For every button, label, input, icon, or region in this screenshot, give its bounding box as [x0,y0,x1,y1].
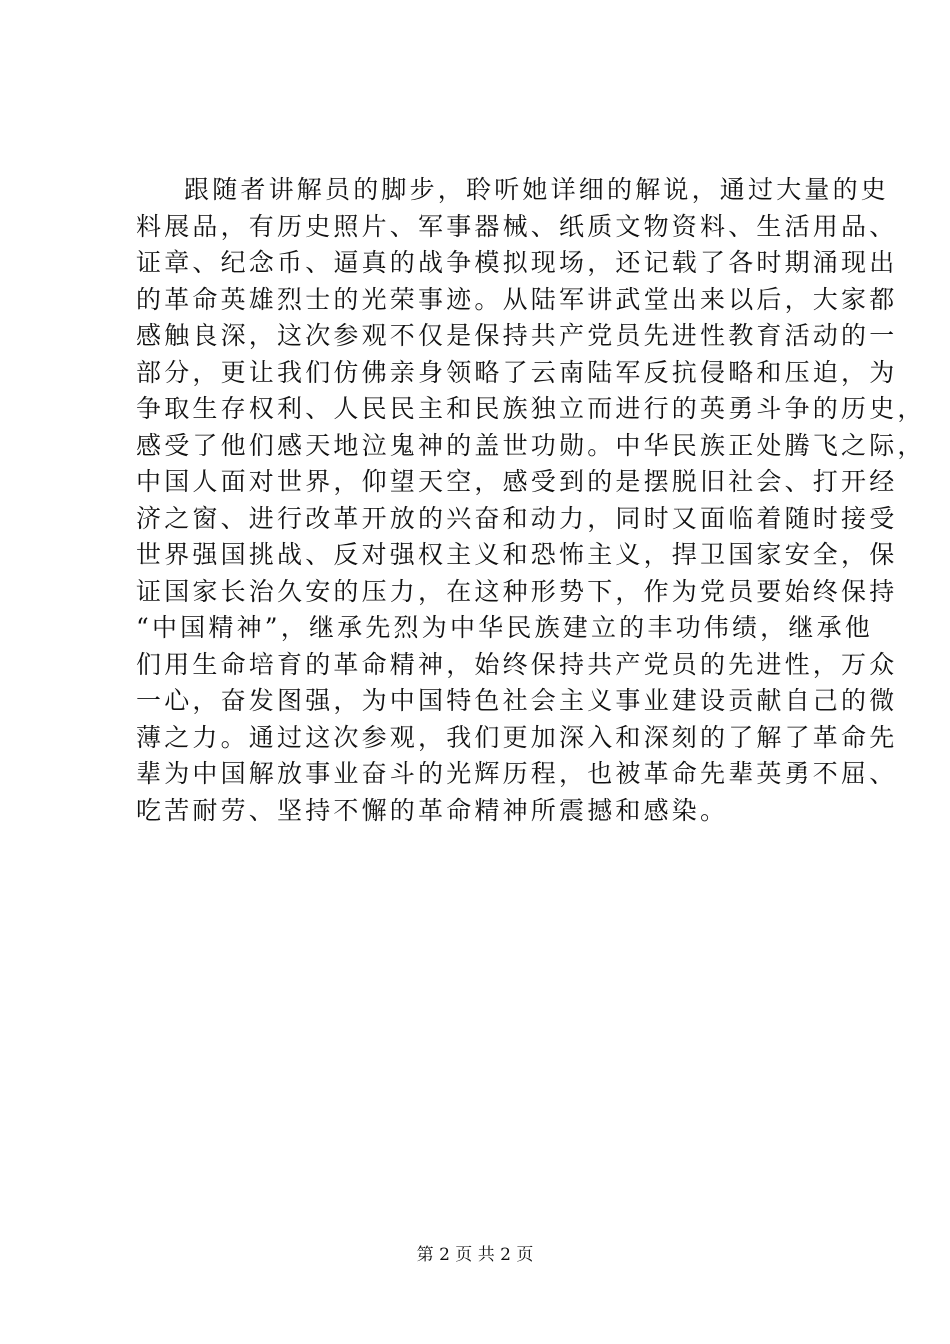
paragraph-line: 部分，更让我们仿佛亲身领略了云南陆军反抗侵略和压迫，为 [136,357,898,387]
paragraph-line: 中国人面对世界，仰望天空，感受到的是摆脱旧社会、打开经 [136,467,898,496]
page-number-label: 第 2 页 共 2 页 [416,1245,534,1265]
paragraph-line: 辈为中国解放事业奋斗的光辉历程，也被革命先辈英勇不屈、 [136,759,898,788]
paragraph-line: 感受了他们感天地泣鬼神的盖世功勋。中华民族正处腾飞之际， [136,430,926,460]
paragraph-line: 济之窗、进行改革开放的兴奋和动力，同时又面临着随时接受 [136,503,898,533]
paragraph-line: “中国精神”，继承先烈为中华民族建立的丰功伟绩，继承他 [136,613,873,642]
paragraph-line: 们用生命培育的革命精神，始终保持共产党员的先进性，万众 [136,649,898,679]
page-footer [0,1240,950,1265]
paragraph-line: 争取生存权利、人民民主和民族独立而进行的英勇斗争的历史， [136,394,926,423]
paragraph-line: 感触良深，这次参观不仅是保持共产党员先进性教育活动的一 [136,321,898,350]
paragraph-line: 吃苦耐劳、坚持不懈的革命精神所震撼和感染。 [136,795,729,825]
body-paragraph [136,172,926,829]
paragraph-line: 世界强国挑战、反对强权主义和恐怖主义，捍卫国家安全，保 [136,540,898,569]
paragraph-line: 一心，奋发图强，为中国特色社会主义事业建设贡献自己的微 [136,686,898,715]
paragraph-line: 证国家长治久安的压力，在这种形势下，作为党员要始终保持 [136,576,898,606]
paragraph-line: 的革命英雄烈士的光荣事迹。从陆军讲武堂出来以后，大家都 [136,284,898,314]
paragraph-line: 跟随者讲解员的脚步，聆听她详细的解说，通过大量的史 [184,175,890,204]
paragraph-line: 证章、纪念币、逼真的战争模拟现场，还记载了各时期涌现出 [136,248,898,277]
paragraph-line: 薄之力。通过这次参观，我们更加深入和深刻的了解了革命先 [136,722,898,752]
paragraph-line: 料展品，有历史照片、军事器械、纸质文物资料、生活用品、 [136,211,898,241]
